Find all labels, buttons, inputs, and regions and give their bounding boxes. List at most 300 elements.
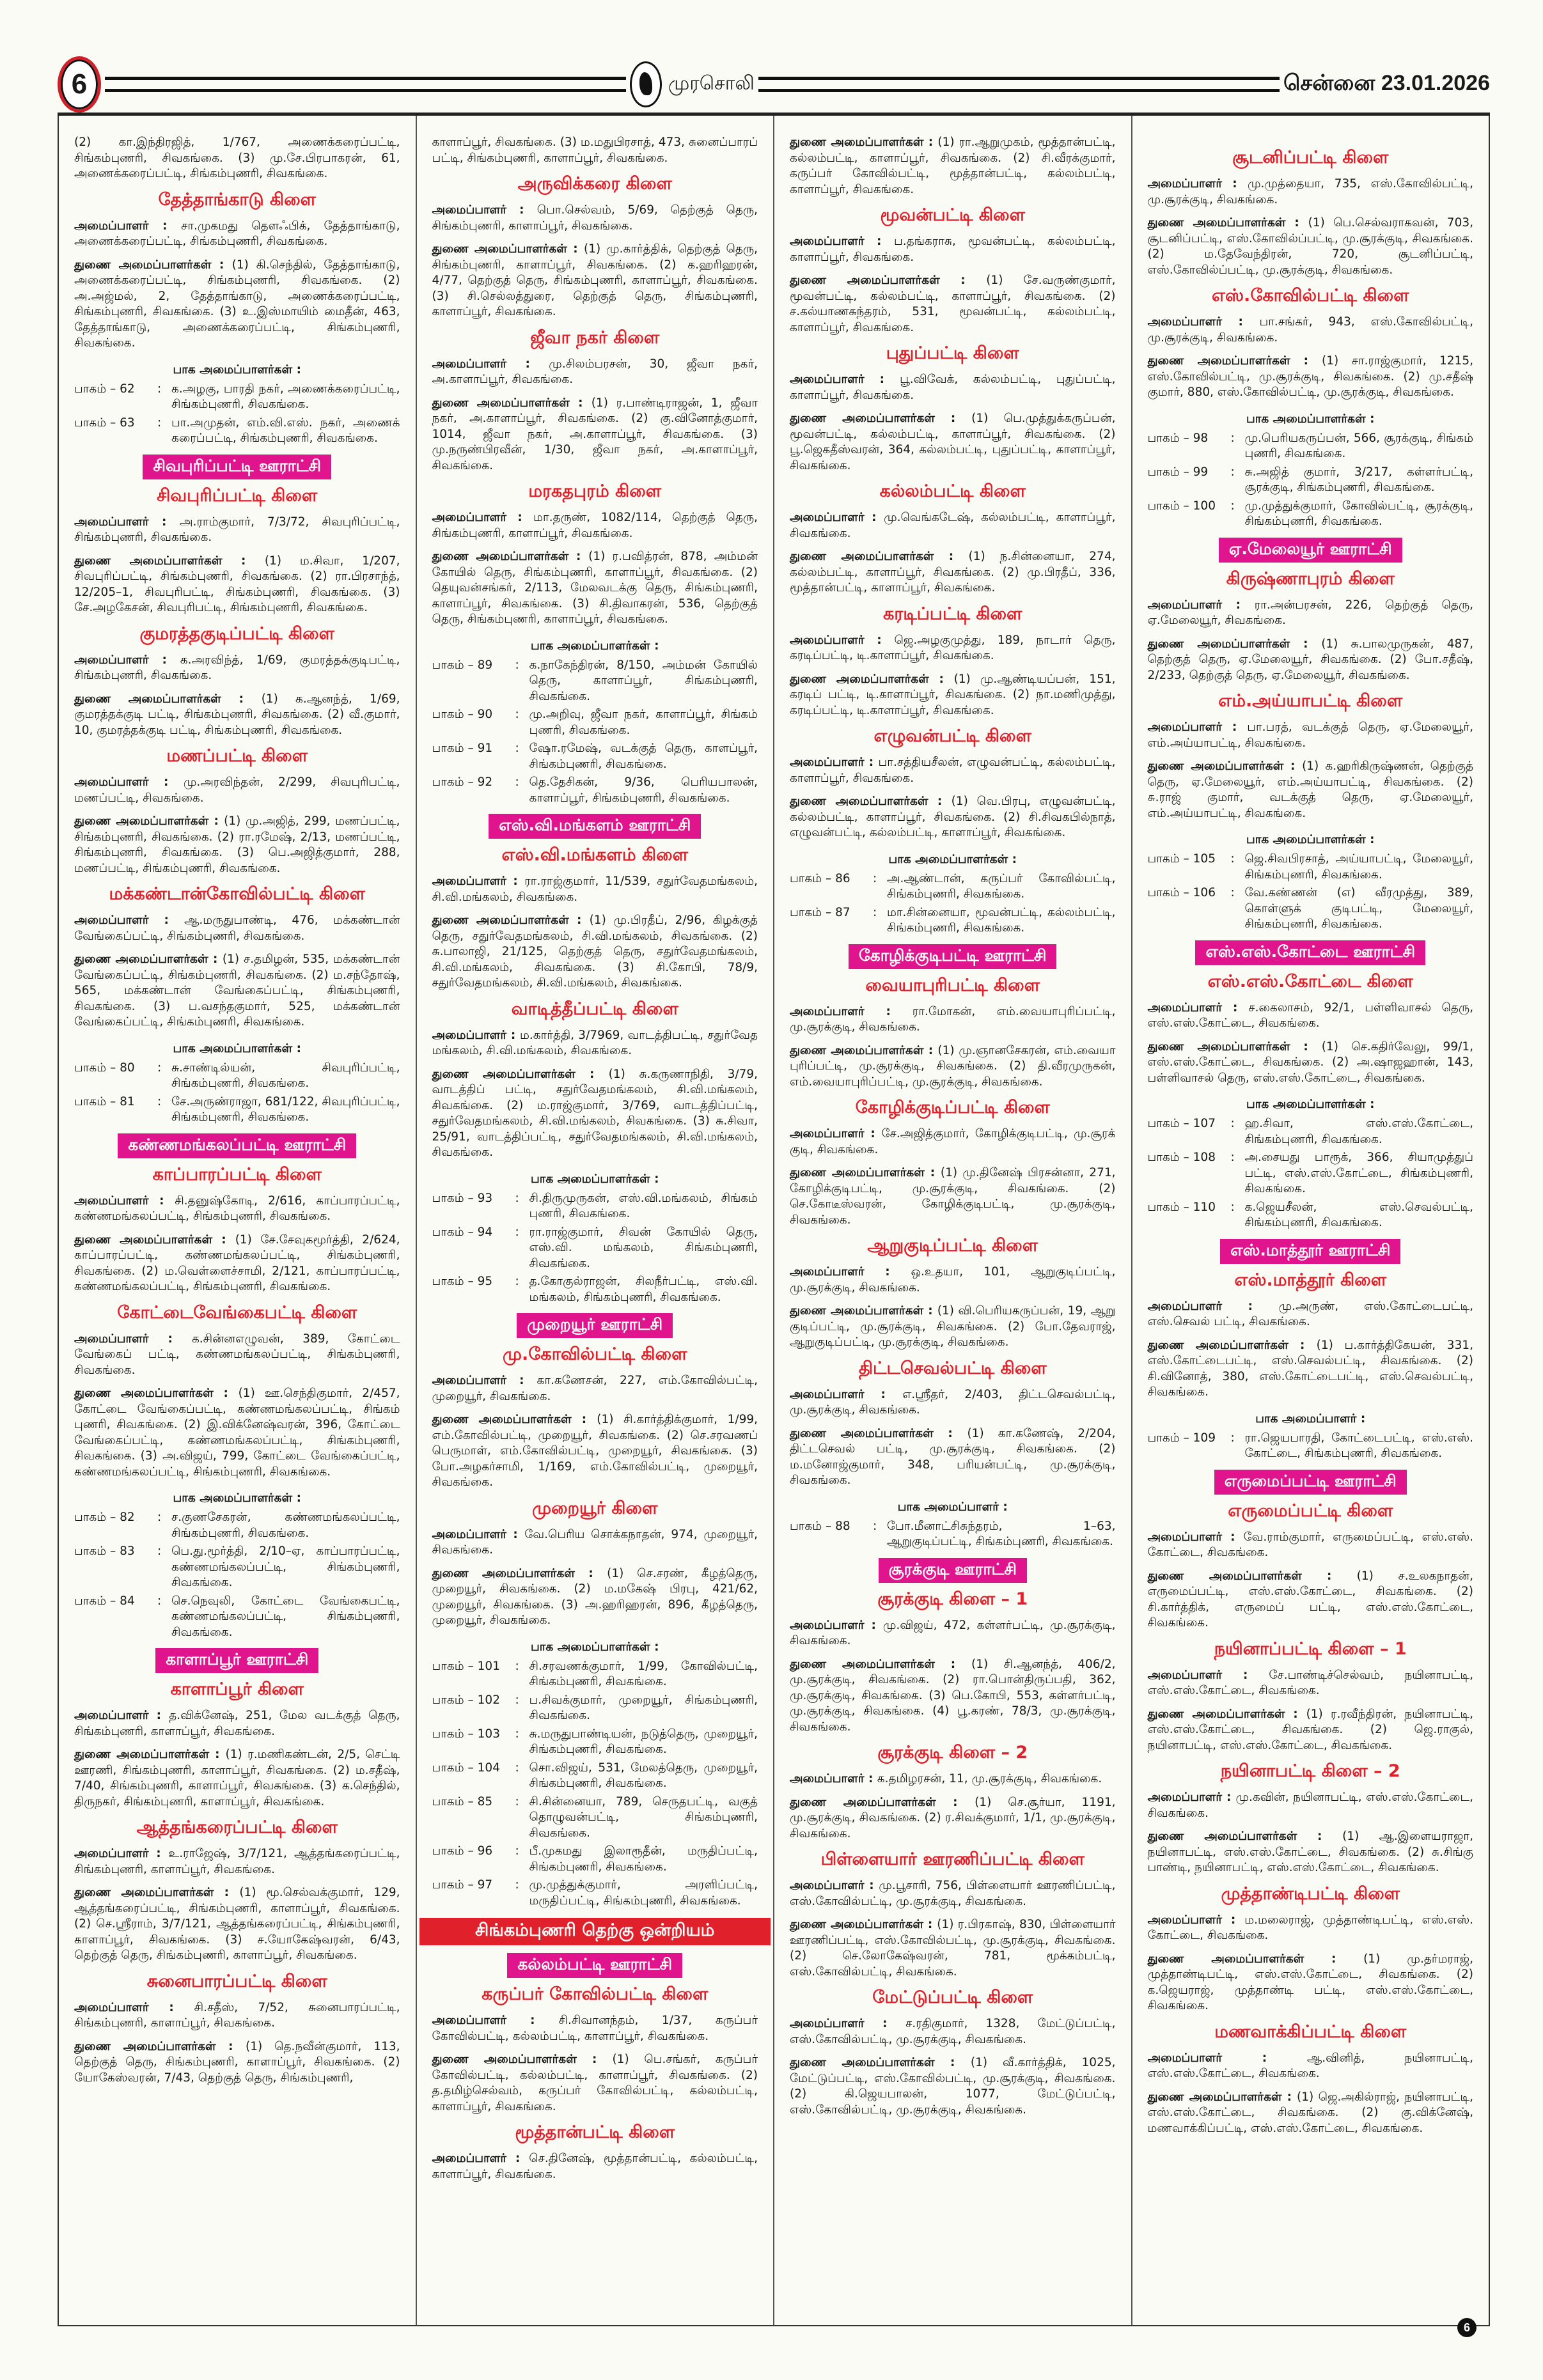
- organiser-entry: [74, 1332, 400, 1379]
- organiser-label: அமைப்பாளர் :: [432, 203, 537, 217]
- branch-heading: சுனைபாரப்பட்டி கிளை: [146, 1971, 327, 1991]
- booth-entry: [74, 1510, 400, 1541]
- column-4: [1132, 116, 1489, 2325]
- deputy-organisers-label: துணை அமைப்பாளர்கள் :: [1147, 1338, 1317, 1352]
- organiser-details: சா.முகமது தௌஃபிக், தேத்தாங்காடு, அணைக்கரைப்பட்டி, சிங்கம்புணரி, சிவகங்கை.: [74, 219, 400, 248]
- organiser-details: மு.அருண், எஸ்.கோட்டைபட்டி, எஸ்.செவல் பட்டி, சிவகங்கை.: [1147, 1299, 1473, 1328]
- booth-organisers-heading: பாக அமைப்பாளர்கள் :: [1246, 833, 1375, 846]
- deputy-organisers-details: (1) க.ஆனந்த், 1/69, குமரத்தக்குடி பட்டி, சிங்கம்புணரி, சிவகங்கை. (2) வீ.குமார், 10, குமரத்தக்குடி பட்டி, சிங்கம்புணரி, சிவகங்கை.: [74, 692, 400, 737]
- branch-heading: மு.கோவில்பட்டி கிளை: [503, 1344, 687, 1364]
- deputy-organisers-label: துணை அமைப்பாளர்கள் :: [74, 1233, 235, 1247]
- deputy-organisers-entry: [1148, 1338, 1474, 1401]
- organiser-label: அமைப்பாளர் :: [1147, 1668, 1269, 1682]
- deputy-organisers-entry: [1148, 1569, 1474, 1631]
- booth-colon: :: [873, 905, 877, 919]
- booth-entry: [1148, 1431, 1474, 1462]
- deputy-organisers-label: துணை அமைப்பாளர்கள் :: [74, 258, 232, 272]
- deputy-organisers-details: (1) ம.சிவா, 1/207, சிவபுரிப்பட்டி, சிங்கம்புணரி, சிவகங்கை. (2) ரா.பிரசாந்த், 12/205–1, சிவபுரிபட்டி, சிங்கம்புணரி, சிவகங்கை. (3) சே.அழகேசன், சிவபுரிபட்டி, சிங்கம்புணரி, சிவகங்கை.: [74, 554, 400, 614]
- branch-heading: மேட்டுப்பட்டி கிளை: [872, 1987, 1033, 2007]
- deputy-organisers-label: துணை அமைப்பாளர்கள் :: [74, 1886, 240, 1899]
- organiser-entry: [74, 1194, 400, 1225]
- booth-organiser-details: செ.நெவுலி, கோட்டை வேங்கைபட்டி, கண்ணமங்கலப்பட்டி, சிங்கம்புணரி, சிவகங்கை.: [171, 1594, 400, 1639]
- booth-colon: :: [515, 1693, 519, 1707]
- organiser-entry: [74, 1708, 400, 1739]
- booth-number: பாகம் – 84: [74, 1594, 135, 1608]
- organiser-entry: [1148, 1790, 1474, 1821]
- organiser-entry: [790, 755, 1116, 786]
- booth-entry: [432, 658, 758, 705]
- booth-organisers-heading: பாக அமைப்பாளர்கள் :: [530, 1640, 659, 1654]
- organiser-entry: [790, 1126, 1116, 1158]
- organiser-details: ம.கார்த்தி, 3/7969, வாடத்திபட்டி, சதுர்வேத மங்கலம், சி.வி.மங்கலம், சிவகங்கை.: [432, 1028, 758, 1057]
- booth-organiser-details: மு.பெரியகருப்பன், 566, சூரக்குடி, சிங்கம் புணரி, சிவகங்கை.: [1244, 431, 1473, 460]
- booth-entry: [1148, 499, 1474, 530]
- deputy-organisers-details: (1) ர.மணிகண்டன், 2/5, செட்டி ஊரணி, சிங்கம்புணரி, காளாப்பூர், சிவகங்கை. (2) ம.சதீஷ், 7/40, சிங்கம்புணரி, காளாப்பூர், சிவகங்கை. (3) க.செந்தில், திருநகர், சிங்கம்புணரி, காளாப்பூர், சிவகங்கை.: [74, 1748, 400, 1808]
- branch-heading: சிவபுரிப்பட்டி கிளை: [157, 485, 318, 506]
- column-3: [774, 116, 1132, 2325]
- booth-organiser-details: க.ஜெயசீலன், எஸ்.செவல்பட்டி, சிங்கம்புணரி, சிவகங்கை.: [1244, 1200, 1473, 1229]
- booth-entry: [790, 1519, 1116, 1550]
- deputy-organisers-entry: [1148, 637, 1474, 684]
- deputy-organisers-entry: [790, 135, 1116, 198]
- deputy-organisers-details: (1) வீ.கார்த்திக், 1025, மேட்டுப்பட்டி, எஸ்.கோவில்பட்டி, மு.சூரக்குடி, சிவகங்கை. (2) கி.ஜெயபாலன், 1077, மேட்டுப்பட்டி, எஸ்.கோவில்பட்டி, மு.சூரக்குடி, சிவகங்கை.: [790, 2056, 1116, 2117]
- booth-entry: [432, 1191, 758, 1222]
- deputy-organisers-details: (1) மு.ஆண்டியப்பன், 151, கரடிப் பட்டி, டி.காளாப்பூர், சிவகங்கை. (2) நா.மணிமுத்து, கரடிப்பட்டி, டி.காளாப்பூர், சிவகங்கை.: [790, 672, 1116, 717]
- deputy-organisers-entry: [1148, 215, 1474, 278]
- deputy-organisers-label: துணை அமைப்பாளர்கள் :: [790, 1918, 937, 1931]
- booth-organiser-details: பீ.முகமது இலாரூதீன், மருதிப்பட்டி, சிங்கம்புணரி, சிவகங்கை.: [529, 1844, 758, 1874]
- branch-heading: வாடித்தீப்பட்டி கிளை: [511, 999, 678, 1019]
- branch-heading: அருவிக்கரை கிளை: [517, 174, 672, 194]
- branch-heading: கருப்பர் கோவில்பட்டி கிளை: [482, 1984, 709, 2004]
- booth-number: பாகம் – 63: [74, 416, 135, 430]
- organiser-entry: [1148, 1299, 1474, 1330]
- booth-organiser-details: சு.மருதுபாண்டியன், நடுத்தெரு, முறையூர், சிங்கம்புணரி, சிவகங்கை.: [529, 1727, 758, 1756]
- booth-entry: [432, 1225, 758, 1272]
- booth-organiser-details: அ.ஆண்டான், கருப்பர் கோவில்பட்டி, சிங்கம்புணரி, சிவகங்கை.: [887, 871, 1116, 901]
- booth-number: பாகம் – 98: [1147, 431, 1209, 445]
- deputy-organisers-label: துணை அமைப்பாளர்கள் :: [1147, 759, 1303, 773]
- organiser-details: சே.பாண்டிச்செல்வம், நயினாபட்டி, எஸ்.எஸ்.கோட்டை, சிவகங்கை.: [1147, 1668, 1473, 1697]
- organiser-label: அமைப்பாளர் :: [790, 373, 900, 386]
- organiser-details: க.சின்னஎழுவன், 389, கோட்டை வேங்கைப் பட்டி, கண்ணமங்கலப்பட்டி, சிங்கம்புணரி, சிவகங்கை.: [74, 1332, 400, 1377]
- deputy-organisers-details: (1) ச.உலகநாதன், எருமைப்பட்டி, எஸ்.எஸ்.கோட்டை, சிவகங்கை. (2) சி.கார்த்திக், எருமைப் பட்டி, எஸ்.எஸ்.கோட்டை, சிவகங்கை.: [1147, 1569, 1473, 1629]
- organiser-label: அமைப்பாளர் :: [432, 875, 525, 888]
- deputy-organisers-details: (1) செ.சூர்யா, 1191, மு.சூரக்குடி, சிவகங்கை. (2) ர.சிவக்குமார், 1/1, மு.சூரக்குடி, சிவகங்கை.: [790, 1795, 1116, 1840]
- booth-colon: :: [515, 775, 519, 789]
- booth-organiser-details: மு.முத்துக்குமார், கோவில்பட்டி, சூரக்குடி, சிங்கம்புணரி, சிவகங்கை.: [1244, 499, 1473, 528]
- branch-heading: புதுப்பட்டி கிளை: [886, 343, 1019, 363]
- organiser-details: கா.கணேசன், 227, எம்.கோவில்பட்டி, முறையூர், சிவகங்கை.: [432, 1374, 758, 1403]
- deputy-organisers-label: துணை அமைப்பாளர்கள் :: [790, 274, 987, 287]
- branch-heading: நயினாபட்டி கிளை – 2: [1220, 1761, 1400, 1781]
- booth-number: பாகம் – 101: [432, 1659, 500, 1673]
- panchayat-banner: சிவபுரிப்பட்டி ஊராட்சி: [143, 455, 331, 479]
- organiser-details: ப.தங்கராசு, மூவன்பட்டி, கல்லம்பட்டி, காளாப்பூர், சிவகங்கை.: [790, 235, 1116, 264]
- deputy-organisers-details: (1) சு.பாலமுருகன், 487, தெற்குத் தெரு, ஏ.மேலையூர், சிவகங்கை. (2) போ.சதீஷ், 2/233, தெற்குத் தெரு, ஏ.மேலையூர், சிவகங்கை.: [1147, 637, 1473, 682]
- organiser-entry: [432, 1028, 758, 1059]
- organiser-entry: [790, 1387, 1116, 1419]
- deputy-organisers-label: துணை அமைப்பாளர்கள் :: [790, 1166, 941, 1179]
- booth-number: பாகம் – 96: [432, 1844, 493, 1858]
- branch-heading: மரகதபுரம் கிளை: [528, 481, 662, 501]
- booth-entry: [432, 775, 758, 806]
- panchayat-banner: ஏ.மேலையூர் ஊராட்சி: [1219, 538, 1402, 563]
- deputy-organisers-label: துணை அமைப்பாளர்கள் :: [74, 814, 224, 828]
- deputy-organisers-details: (1) ப.கார்த்திகேயன், 331, எஸ்.கோட்டைபட்டி, எஸ்.செவல்பட்டி, சிவகங்கை. (2) சி.வினோத், 380, எஸ்.கோட்டைபட்டி, எஸ்.செவல்பட்டி, சிவகங்கை.: [1147, 1338, 1473, 1399]
- deputy-organisers-entry: [432, 242, 758, 320]
- masthead-logo: [630, 61, 755, 107]
- page-number-badge: 6: [58, 56, 101, 113]
- column-1: [59, 116, 417, 2325]
- booth-colon: :: [1230, 499, 1235, 513]
- booth-number: பாகம் – 62: [74, 382, 135, 396]
- booth-colon: :: [157, 1544, 162, 1558]
- booth-colon: :: [1230, 1151, 1235, 1164]
- organiser-label: அமைப்பாளர் :: [432, 357, 549, 371]
- deputy-organisers-entry: [432, 2052, 758, 2115]
- branch-heading: திட்டசெவல்பட்டி கிளை: [858, 1358, 1047, 1378]
- booth-entry: [74, 416, 400, 447]
- deputy-organisers-label: துணை அமைப்பாளர்கள் :: [790, 412, 972, 425]
- booth-entry: [432, 1761, 758, 1792]
- booth-organisers-heading: பாக அமைப்பாளர்கள் :: [173, 362, 302, 377]
- booth-entry: [432, 707, 758, 738]
- booth-organiser-details: சொ.விஜய், 531, மேலத்தெரு, முறையூர், சிங்கம்புணரி, சிவகங்கை.: [529, 1761, 758, 1790]
- deputy-organisers-entry: [790, 1795, 1116, 1842]
- organiser-details: பொ.செல்வம், 5/69, தெற்குத் தெரு, சிங்கம்புணரி, காளாப்பூர், சிவகங்கை.: [432, 203, 758, 233]
- booth-colon: :: [515, 1225, 519, 1239]
- booth-entry: [790, 905, 1116, 937]
- branch-heading: கரடிப்பட்டி கிளை: [883, 603, 1022, 624]
- deputy-organisers-details: (1) தெ.நவீன்குமார், 113, தெற்குத் தெரு, சிங்கம்புணரி, காளாப்பூர், சிவகங்கை. (2) யோகேஸ்வரன், 7/43, தெற்குத் தெரு, சிங்கம்புணரி,: [74, 2039, 400, 2085]
- deputy-organisers-label: துணை அமைப்பாளர்கள் :: [1147, 637, 1322, 651]
- deputy-organisers-details: (1) மு.ஞானசேகரன், எம்.வையா புரிப்பட்டி, மு.சூரக்குடி, சிவகங்கை. (2) தி.வீரமுருகன், எம்.வையாபுரிப்பட்டி, மு.சூரக்குடி, சிவகங்கை.: [790, 1043, 1116, 1089]
- branch-heading: எஸ்.மாத்தூர் கிளை: [1234, 1270, 1387, 1290]
- header-rule-left: [105, 77, 626, 92]
- organiser-details: ச.கைலாசம், 92/1, பள்ளிவாசல் தெரு, எஸ்.எஸ்.கோட்டை, சிவகங்கை.: [1147, 1000, 1473, 1030]
- booth-entry: [74, 1094, 400, 1126]
- booth-colon: :: [157, 382, 162, 396]
- organiser-entry: [1148, 1913, 1474, 1944]
- booth-colon: :: [1230, 852, 1235, 866]
- organiser-label: அமைப்பாளர் :: [432, 2014, 559, 2027]
- deputy-organisers-entry: [74, 952, 400, 1031]
- organiser-label: அமைப்பாளர் :: [74, 914, 184, 927]
- booth-entry: [1148, 1116, 1474, 1147]
- branch-heading: தேத்தாங்காடு கிளை: [158, 189, 317, 210]
- booth-organiser-details: மா.சின்னையா, மூவன்பட்டி, கல்லம்பட்டி, சிங்கம்புணரி, சிவகங்கை.: [887, 905, 1116, 935]
- organiser-entry: [1148, 598, 1474, 629]
- organiser-entry: [432, 203, 758, 234]
- booth-number: பாகம் – 82: [74, 1511, 135, 1524]
- organiser-details: பூ.விவேக், கல்லம்பட்டி, புதுப்பட்டி, காளாப்பூர், சிவகங்கை.: [790, 373, 1116, 402]
- deputy-organisers-details: (1) சி.கார்த்திக்குமார், 1/99, எம்.கோவில்பட்டி, முறையூர், சிவகங்கை. (2) செ.சரவணப் பெருமாள், எம்.கோவில்பட்டி, முறையூர், சிவகங்கை. (3) போ.அழகர்சாமி, 1/169, எம்.கோவில்பட்டி, முறையூர், சிவகங்கை.: [432, 1413, 758, 1489]
- organiser-details: பா.சத்தியசீலன், எழுவன்பட்டி, கல்லம்பட்டி, காளாப்பூர், சிவகங்கை.: [790, 756, 1116, 785]
- booth-number: பாகம் – 85: [432, 1794, 493, 1808]
- booth-organiser-details: க.நாகேந்திரன், 8/150, அம்மன் கோயில் தெரு, காளாப்பூர், சிங்கம்புணரி, சிவகங்கை.: [529, 658, 758, 703]
- deputy-organisers-entry: [74, 258, 400, 352]
- deputy-organisers-label: துணை அமைப்பாளர்கள் :: [432, 242, 584, 256]
- booth-number: பாகம் – 100: [1147, 499, 1216, 513]
- panchayat-banner: எஸ்.எஸ்.கோட்டை ஊராட்சி: [1195, 940, 1425, 965]
- organiser-label: அமைப்பாளர் :: [432, 2152, 529, 2165]
- deputy-organisers-entry: [432, 1067, 758, 1161]
- deputy-organisers-entry: [790, 1303, 1116, 1351]
- organiser-details: ரா.மோகன், எம்.வையாபுரிப்பட்டி, மு.சூரக்குடி, சிவகங்கை.: [790, 1004, 1116, 1034]
- booth-number: பாகம் – 93: [432, 1191, 493, 1205]
- organiser-details: மு.பூசாரி, 756, பிள்ளையார் ஊரணிப்பட்டி, எஸ்.கோவில்பட்டி, மு.சூரக்குடி, சிவகங்கை.: [790, 1879, 1116, 1908]
- deputy-organisers-entry: [790, 672, 1116, 719]
- booth-colon: :: [157, 416, 162, 430]
- branch-heading: ஜீவா நகர் கிளை: [530, 327, 660, 348]
- organiser-label: அமைப்பாளர் :: [432, 511, 534, 524]
- organiser-entry: [790, 2016, 1116, 2048]
- deputy-organisers-entry: [1148, 1039, 1474, 1087]
- deputy-organisers-details: (1) ரா.ஆறுமுகம், மூத்தான்பட்டி, கல்லம்பட்டி, காளாப்பூர், சிவகங்கை. (2) சி.வீரக்குமார், கருப்பர் கோவில்பட்டி, மூத்தான்பட்டி, கல்லம்பட்டி, காளாப்பூர், சிவகங்கை.: [790, 136, 1116, 196]
- booth-colon: :: [515, 1275, 519, 1288]
- booth-entry: [74, 382, 400, 413]
- organiser-label: அமைப்பாளர் :: [1147, 315, 1260, 329]
- deputy-organisers-entry: [1148, 2090, 1474, 2137]
- organiser-details: சே.அஜித்குமார், கோழிக்குடிபட்டி, மு.சூரக் குடி, சிவகங்கை.: [790, 1127, 1116, 1156]
- branch-heading: சூரக்குடி கிளை – 1: [877, 1589, 1028, 1609]
- deputy-organisers-details: (1) வி.பெரியகருப்பன், 19, ஆறு குடிப்பட்டி, மு.சூரக்குடி, சிவகங்கை. (2) போ.தேவராஜ், ஆறுகுடிப்பட்டி, மு.சூரக்குடி, சிவகங்கை.: [790, 1304, 1116, 1349]
- booth-entry: [74, 1544, 400, 1591]
- booth-number: பாகம் – 110: [1147, 1200, 1216, 1214]
- booth-entry: [1148, 1150, 1474, 1197]
- booth-number: பாகம் – 94: [432, 1225, 493, 1239]
- booth-organiser-details: ப.சிவக்குமார், முறையூர், சிங்கம்புணரி, சிவகங்கை.: [529, 1693, 758, 1722]
- booth-organiser-details: பெ.து.மூர்த்தி, 2/10–ஏ, காப்பாரப்பட்டி, கண்ணமங்கலப்பட்டி, சிங்கம்புணரி, சிவகங்கை.: [171, 1544, 400, 1589]
- organiser-label: அமைப்பாளர் :: [790, 633, 895, 647]
- deputy-organisers-label: துணை அமைப்பாளர்கள் :: [74, 2039, 246, 2053]
- booth-number: பாகம் – 81: [74, 1094, 135, 1108]
- organiser-details: ஆ.வினித், நயினாபட்டி, எஸ்.எஸ்.கோட்டை, சிவகங்கை.: [1147, 2051, 1473, 2080]
- deputy-organisers-entry: [74, 1386, 400, 1480]
- header-rule-right: [758, 77, 1280, 92]
- organiser-label: அமைப்பாளர் :: [790, 1127, 882, 1140]
- organiser-entry: [1148, 1530, 1474, 1561]
- booth-number: பாகம் – 92: [432, 775, 493, 789]
- booth-number: பாகம் – 108: [1147, 1151, 1216, 1164]
- branch-heading: கோட்டைவேங்கைபட்டி கிளை: [117, 1302, 357, 1323]
- deputy-organisers-entry: [1148, 1707, 1474, 1754]
- branch-heading: காப்பாரப்பட்டி கிளை: [152, 1164, 322, 1185]
- deputy-organisers-entry: [790, 273, 1116, 336]
- deputy-organisers-entry: [432, 1566, 758, 1629]
- branch-heading: எம்.அய்யாபட்டி கிளை: [1218, 691, 1403, 711]
- panchayat-banner: முறையூர் ஊராட்சி: [517, 1313, 673, 1338]
- organiser-label: அமைப்பாளர் :: [432, 1374, 537, 1387]
- deputy-organisers-entry: [790, 1917, 1116, 1980]
- organiser-details: ம.மலைராஜ், முத்தாண்டிபட்டி, எஸ்.எஸ். கோட்டை, சிவகங்கை.: [1147, 1913, 1473, 1942]
- organiser-details: ஜெ.அழகுமுத்து, 189, நாடார் தெரு, கரடிப்பட்டி, டி.காளாப்பூர், சிவகங்கை.: [790, 633, 1116, 662]
- deputy-organisers-entry: [74, 1747, 400, 1810]
- panchayat-banner: எஸ்.வி.மங்களம் ஊராட்சி: [489, 814, 701, 839]
- deputy-organisers-details: (1) கா.கணேஷ், 2/204, திட்டசெவல் பட்டி, மு.சூரக்குடி, சிவகங்கை. (2) ம.மனோஜ்குமார், 348, பரியன்பட்டி, மு.சூரக்குடி, சிவகங்கை.: [790, 1426, 1116, 1487]
- deputy-organisers-details: (1) ஜெ.அகில்ராஜ், நயினாபட்டி, எஸ்.எஸ்.கோட்டை, சிவகங்கை. (2) கு.விக்னேஷ், மணவாக்கிப்பட்டி, எஸ்.எஸ்.கோட்டை, சிவகங்கை.: [1147, 2090, 1473, 2135]
- deputy-organisers-details: (1) ர.பவித்ரன், 878, அம்மன் கோயில் தெரு, சிங்கம்புணரி, காளாப்பூர், சிவகங்கை. (2) தெயுவன்சங்கர், 2/113, மேலவடக்கு தெரு, சிங்கம்புணரி, காளாப்பூர், சிவகங்கை. (3) சி.திவாகரன், 536, தெற்குத் தெரு, சிங்கம்புணரி, காளாப்பூர், சிவகங்கை.: [432, 550, 758, 626]
- deputy-organisers-details: (1) க.ஹரிகிருஷ்ணன், தெற்குத் தெரு, ஏ.மேலையூர், எம்.அய்யாபட்டி, சிவகங்கை. (2) சு.ராஜ் குமார், வடக்குத் தெரு, ஏ.மேலையூர், எம்.அய்யாபட்டி, சிவகங்கை.: [1147, 759, 1473, 820]
- booth-organiser-details: மு.முத்துக்குமார், அரளிப்பட்டி, மருதிப்பட்டி, சிங்கம்புணரி, சிவகங்கை.: [529, 1878, 758, 1908]
- deputy-organisers-label: துணை அமைப்பாளர்கள் :: [790, 1043, 938, 1057]
- booth-colon: :: [157, 1511, 162, 1524]
- organiser-details: எ.ஸ்ரீதர், 2/403, திட்டசெவல்பட்டி, மு.சூரக்குடி, சிவகங்கை.: [790, 1387, 1116, 1417]
- deputy-organisers-label: துணை அமைப்பாளர்கள் :: [790, 136, 938, 149]
- organiser-entry: [1148, 176, 1474, 208]
- booth-colon: :: [1230, 886, 1235, 899]
- organiser-details: சி.சதீஸ், 7/52, சுனைபாரப்பட்டி, சிங்கம்புணரி, காளாப்பூர், சிவகங்கை.: [74, 2000, 400, 2030]
- deputy-organisers-label: துணை அமைப்பாளர்கள் :: [1147, 1952, 1364, 1966]
- organiser-entry: [790, 1878, 1116, 1909]
- organiser-details: க.தமிழரசன், 11, மு.சூரக்குடி, சிவகங்கை.: [877, 1772, 1102, 1785]
- booth-entry: [1148, 852, 1474, 883]
- newspaper-name: முரசொலி: [668, 72, 755, 95]
- booth-entry: [432, 741, 758, 772]
- branch-heading: குமரத்தகுடிப்பட்டி கிளை: [139, 623, 335, 644]
- organiser-entry: [432, 1527, 758, 1559]
- organiser-entry: [1148, 2051, 1474, 2082]
- organiser-details: அ.ராம்குமார், 7/3/72, சிவபுரிப்பட்டி, சிங்கம்புணரி, சிவகங்கை.: [74, 515, 400, 544]
- organiser-label: அமைப்பாளர் :: [1147, 720, 1248, 734]
- organiser-details: செ.தினேஷ், மூத்தான்பட்டி, கல்லம்பட்டி, காளாப்பூர், சிவகங்கை.: [432, 2152, 758, 2181]
- booth-organiser-details: சி.திருமுருகன், எஸ்.வி.மங்கலம், சிங்கம் புணரி, சிவகங்கை.: [529, 1191, 758, 1220]
- organiser-label: அமைப்பாளர் :: [790, 1618, 883, 1632]
- deputy-organisers-label: துணை அமைப்பாளர்கள் :: [790, 795, 952, 808]
- branch-heading: சூரக்குடி கிளை – 2: [877, 1743, 1028, 1762]
- deputy-organisers-details: (1) ச.தமிழன், 535, மக்கண்டான் வேங்கைப்பட்டி, சிங்கம்புணரி, சிவகங்கை. (2) ம.சந்தோஷ், 565, மக்கண்டான் வேங்கைப்பட்டி, சிங்கம்புணரி, சிவகங்கை. (3) ப.வசந்தகுமார், 525, மக்கண்டான் வேங்கைப்பட்டி, சிங்கம்புணரி, சிவகங்கை.: [74, 953, 400, 1029]
- deputy-organisers-label: துணை அமைப்பாளர்கள் :: [790, 1795, 975, 1809]
- deputy-organisers-details: (1) மு.கார்த்திக், தெற்குத் தெரு, சிங்கம்புணரி, காளாப்பூர், சிவகங்கை. (2) க.ஹரிஹரன், 4/77, தெற்குத் தெரு, சிங்கம்புணரி, காளாப்பூர், சிவகங்கை. (3) சி.செல்லத்துரை, தெற்குத் தெரு, சிங்கம்புணரி, காளாப்பூர், சிவகங்கை.: [432, 242, 758, 318]
- deputy-organisers-details: (1) கி.செந்தில், தேத்தாங்காடு, அணைக்கரைப்பட்டி, சிங்கம்புணரி, சிவகங்கை. (2) அ.அஜ்மல், 2, தேத்தாங்காடு, அணைக்கரைப்பட்டி, சிங்கம்புணரி, சிவகங்கை. (3) உ.இஸ்மாயிம் மைதீன், 463, தேத்தாங்காடு, அணைக்கரைப்பட்டி, சிங்கம்புணரி, சிவகங்கை.: [74, 258, 400, 350]
- deputy-organisers-details: (1) செ.கதிர்வேலு, 99/1, எஸ்.எஸ்.கோட்டை, சிவகங்கை. (2) அ.ஷாஜஹான், 143, பள்ளிவாசல் தெரு, எஸ்.எஸ்.கோட்டை, சிவகங்கை.: [1147, 1039, 1473, 1085]
- booth-organiser-details: ஹ.சிவா, எஸ்.எஸ்.கோட்டை, சிங்கம்புணரி, சிவகங்கை.: [1244, 1117, 1473, 1146]
- organiser-entry: [432, 2013, 758, 2044]
- booth-entry: [1148, 885, 1474, 933]
- organiser-details: சி.சிவானந்தம், 1/37, கருப்பர் கோவில்பட்டி, கல்லம்பட்டி, காளாப்பூர், சிவகங்கை.: [432, 2014, 758, 2043]
- booth-entry: [1148, 465, 1474, 496]
- deputy-organisers-entry: [74, 1233, 400, 1295]
- booth-number: பாகம் – 80: [74, 1061, 135, 1075]
- booth-colon: :: [1230, 1431, 1235, 1445]
- organiser-entry: [790, 372, 1116, 403]
- deputy-organisers-entry: [432, 549, 758, 628]
- deputy-organisers-label: துணை அமைப்பாளர்கள் :: [1147, 216, 1308, 229]
- branch-heading: ஆறுகுடிப்பட்டி கிளை: [867, 1236, 1038, 1256]
- deputy-organisers-label: துணை அமைப்பாளர்கள் :: [432, 1067, 609, 1081]
- deputy-organisers-details: (1) ஊ.செந்திகுமார், 2/457, கோட்டை வேங்கைப்பட்டி, கண்ணமங்கலப்பட்டி, சிங்கம் புணரி, சிவகங்கை. (2) இ.விக்னேஷ்வரன், 396, கோட்டை வேங்கைப்பட்டி, கண்ணமங்கலப்பட்டி, சிங்கம்புணரி, சிவகங்கை. (3) அ.விஜய், 799, கோட்டை வேங்கைப்பட்டி, கண்ணமங்கலப்பட்டி, சிங்கம்புணரி, சிவகங்கை.: [74, 1387, 400, 1479]
- branch-heading: எழுவன்பட்டி கிளை: [873, 726, 1031, 746]
- organiser-details: உ.ராஜேஷ், 3/7/121, ஆத்தங்கரைப்பட்டி, சிங்கம்புணரி, காளாப்பூர், சிவகங்கை.: [74, 1847, 400, 1876]
- organiser-label: அமைப்பாளர் :: [1147, 177, 1248, 191]
- booth-colon: :: [515, 708, 519, 721]
- booth-number: பாகம் – 102: [432, 1693, 500, 1707]
- dateline: சென்னை 23.01.2026: [1283, 70, 1490, 95]
- organiser-details: பா.சங்கர், 943, எஸ்.கோவில்பட்டி, மு.சூரக்குடி, சிவகங்கை.: [1147, 315, 1473, 345]
- organiser-details: மு.விஜய், 472, கள்ளர்பட்டி, மு.சூரக்குடி, சிவகங்கை.: [790, 1618, 1116, 1647]
- booth-organisers-heading: பாக அமைப்பாளர்கள் :: [530, 639, 659, 653]
- organiser-label: அமைப்பாளர் :: [74, 2000, 194, 2014]
- deputy-organisers-entry: [1148, 759, 1474, 821]
- booth-entry: [432, 1693, 758, 1724]
- booth-organiser-details: சு.அஜித் குமார், 3/217, கள்ளர்பட்டி, சூரக்குடி, சிங்கம்புணரி, சிவகங்கை.: [1244, 465, 1473, 494]
- booth-organisers-heading: பாக அமைப்பாளர்கள் :: [1246, 412, 1375, 426]
- deputy-organisers-details: (1) பெ.முத்துக்கருப்பன், மூவன்பட்டி, கல்லம்பட்டி, காளாப்பூர், சிவகங்கை. (2) பூ.ஜெகதீஸ்வரன், 364, கல்லம்பட்டி, புதுப்பட்டி, காளாப்பூர், சிவகங்கை.: [790, 412, 1116, 472]
- deputy-organisers-label: துணை அமைப்பாளர்கள் :: [432, 2053, 613, 2066]
- organiser-label: அமைப்பாளர் :: [790, 756, 879, 769]
- panchayat-banner: கல்லம்பட்டி ஊராட்சி: [507, 1953, 682, 1978]
- booth-entry: [1148, 1200, 1474, 1231]
- deputy-organisers-label: துணை அமைப்பாளர்கள் :: [1147, 2090, 1297, 2104]
- deputy-organisers-label: துணை அமைப்பாளர்கள் :: [790, 1304, 937, 1318]
- deputy-organisers-label: துணை அமைப்பாளர்கள் :: [432, 1566, 607, 1580]
- deputy-organisers-details: (1) ர.பாண்டிராஜன், 1, ஜீவா நகர், அ.காளாப்பூர், சிவகங்கை. (2) கு.வினோத்குமார், 1014, ஜீவா நகர், அ.காளாப்பூர், சிவகங்கை. (3) மு.நருண்பிரவீன், 1/30, ஜீவா நகர், அ.காளாப்பூர், சிவகங்கை.: [432, 396, 758, 472]
- organiser-entry: [790, 510, 1116, 541]
- organiser-entry: [432, 357, 758, 388]
- branch-heading: கோழிக்குடிப்பட்டி கிளை: [855, 1098, 1050, 1117]
- branch-heading: முறையூர் கிளை: [532, 1498, 658, 1518]
- organiser-entry: [74, 913, 400, 944]
- deputy-organisers-entry: [790, 794, 1116, 841]
- panchayat-banner: காளாப்பூர் ஊராட்சி: [155, 1648, 318, 1673]
- booth-number: பாகம் – 103: [432, 1727, 500, 1741]
- organiser-entry: [1148, 1668, 1474, 1699]
- organiser-entry: [790, 234, 1116, 265]
- deputy-organisers-label: துணை அமைப்பாளர்கள் :: [1147, 1569, 1357, 1583]
- booth-number: பாகம் – 88: [790, 1519, 850, 1533]
- booth-number: பாகம் – 106: [1147, 886, 1216, 899]
- branch-heading: கிருஷ்ணாபுரம் கிளை: [1226, 568, 1395, 589]
- deputy-organisers-entry: [74, 1885, 400, 1964]
- organiser-details: ரா.ராஜ்குமார், 11/539, சதுர்வேதமங்கலம், சி.வி.மங்கலம், சிவகங்கை.: [432, 875, 758, 904]
- organiser-entry: [432, 1373, 758, 1404]
- booth-entry: [432, 1878, 758, 1909]
- deputy-organisers-label: துணை அமைப்பாளர்கள் :: [432, 1413, 597, 1426]
- union-banner: சிங்கம்புணரி தெற்கு ஒன்றியம்: [419, 1918, 771, 1945]
- booth-organiser-details: த.கோகுல்ராஜன், சிலநீர்பட்டி, எஸ்.வி. மங்கலம், சிங்கம்புணரி, சிவகங்கை.: [529, 1275, 758, 1304]
- organiser-entry: [74, 219, 400, 250]
- deputy-organisers-details: (1) மு.தினேஷ் பிரசன்னா, 271, கோழிக்குடிபட்டி, மு.சூரக்குடி, சிவகங்கை. (2) செ.கோடீஸ்வரன், கோழிக்குடிபட்டி, மு.சூரக்குடி, சிவகங்கை.: [790, 1166, 1116, 1227]
- deputy-organisers-entry: [432, 1412, 758, 1491]
- deputy-organisers-label: துணை அமைப்பாளர்கள் :: [432, 550, 589, 563]
- organiser-entry: [1148, 1000, 1474, 1032]
- deputy-organisers-details: (1) வெ.பிரபு, எழுவன்பட்டி, கல்லம்பட்டி, காளாப்பூர், சிவகங்கை. (2) சி.சிவகபில்நாத், எழுவன்பட்டி, கல்லம்பட்டி, காளாப்பூர், சிவகங்கை.: [790, 795, 1116, 839]
- organiser-label: அமைப்பாளர் :: [74, 515, 180, 529]
- deputy-organisers-label: துணை அமைப்பாளர்கள் :: [790, 1657, 972, 1671]
- booth-number: பாகம் – 99: [1147, 465, 1209, 479]
- booth-entry: [74, 1061, 400, 1092]
- booth-colon: :: [515, 1794, 519, 1808]
- booth-organisers-heading: பாக அமைப்பாளர்கள் :: [1246, 1098, 1375, 1111]
- deputy-organisers-label: துணை அமைப்பாளர்கள் :: [432, 396, 591, 410]
- booth-colon: :: [515, 1727, 519, 1741]
- organiser-details: மா.தருண், 1082/114, தெற்குத் தெரு, சிங்கம்புணரி, காளாப்பூர், சிவகங்கை.: [432, 511, 758, 540]
- booth-organiser-details: வே.கண்ணன் (எ) வீரமுத்து, 389, கொள்ளுக் குடிபட்டி, மேலையூர், சிங்கம்புணரி, சிவகங்கை.: [1244, 886, 1473, 931]
- deputy-organisers-label: துணை அமைப்பாளர்கள் :: [74, 554, 265, 568]
- organiser-label: அமைப்பாளர் :: [1147, 1791, 1236, 1804]
- deputy-organisers-entry: [790, 1165, 1116, 1228]
- booth-organisers-heading: பாக அமைப்பாளர்கள் :: [888, 852, 1017, 866]
- booth-organiser-details: தெ.தேசிகன், 9/36, பெரியபாலன், காளாப்பூர், சிங்கம்புணரி, சிவகங்கை.: [529, 775, 758, 805]
- booth-entry: [432, 1659, 758, 1690]
- booth-colon: :: [1230, 465, 1235, 479]
- column-2: [417, 116, 775, 2325]
- organiser-label: அமைப்பாளர் :: [1147, 1000, 1249, 1015]
- booth-colon: :: [1230, 1117, 1235, 1130]
- panchayat-banner: கோழிக்குடிபட்டி ஊராட்சி: [849, 944, 1056, 969]
- deputy-organisers-details: (1) சு.கருணாநிதி, 3/79, வாடத்திப் பட்டி, சதுர்வேதமங்கலம், சி.வி.மங்கலம், சிவகங்கை. (2) ம.ராஜ்குமார், 3/769, வாடத்திப்பட்டி, சதுர்வேதமங்கலம், சி.வி.மங்கலம், சிவகங்கை. (3) சு.சிவா, 25/91, வாடத்திப்பட்டி, சதுர்வேதமங்கலம், சி.வி.மங்கலம், சிவகங்கை.: [432, 1067, 758, 1159]
